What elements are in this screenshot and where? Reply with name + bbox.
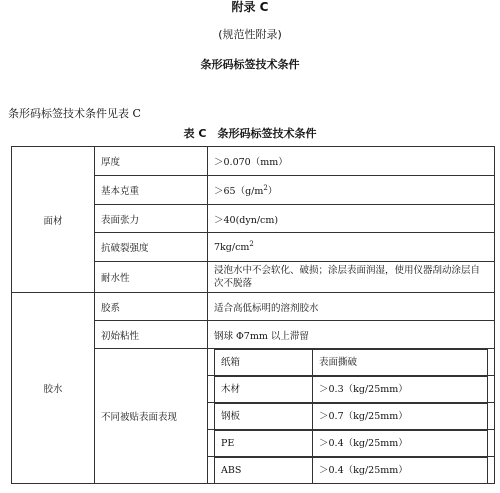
value-superscript: 2 bbox=[263, 183, 268, 192]
property-name: 不同被贴表面表现 bbox=[95, 349, 208, 484]
property-name: 抗破裂强度 bbox=[95, 233, 208, 262]
value-superscript: 2 bbox=[249, 240, 254, 249]
list-item bbox=[208, 430, 494, 457]
document-title: 条形码标签技术条件 bbox=[200, 58, 300, 71]
surface-result: ＞0.4（kg/25mm） bbox=[313, 431, 488, 458]
list-item bbox=[208, 349, 494, 376]
surface-result: ＞0.4（kg/25mm） bbox=[313, 458, 488, 484]
property-name: 厚度 bbox=[95, 147, 208, 176]
property-name: 耐水性 bbox=[95, 262, 208, 293]
intro-text: 条形码标签技术条件见表 C bbox=[8, 107, 141, 120]
appendix-title: 附录 C bbox=[231, 0, 269, 14]
spec-table bbox=[11, 146, 495, 484]
property-value: ＞0.070（mm） bbox=[208, 147, 495, 176]
property-name: 胶系 bbox=[95, 293, 208, 321]
list-item bbox=[208, 457, 494, 483]
value-text: ＞65（g/m bbox=[214, 186, 264, 197]
table-caption: 表 C 条形码标签技术条件 bbox=[183, 127, 317, 140]
surface-result: ＞0.7（kg/25mm） bbox=[313, 404, 488, 431]
property-value bbox=[208, 233, 495, 262]
property-value bbox=[208, 176, 495, 205]
property-value: 钢球 Φ7mm 以上滞留 bbox=[208, 321, 495, 349]
list-item bbox=[208, 376, 494, 403]
surface-material: PE bbox=[215, 431, 313, 458]
surface-material: 纸箱 bbox=[215, 350, 313, 377]
group-adhesive: 胶水 bbox=[12, 293, 95, 484]
value-text: 7kg/cm bbox=[214, 242, 250, 254]
surface-result: ＞0.3（kg/25mm） bbox=[313, 377, 488, 404]
property-name: 基本克重 bbox=[95, 176, 208, 205]
value-text: ） bbox=[267, 186, 278, 197]
list-item bbox=[208, 403, 494, 430]
property-value: 适合高低标明的溶剂胶水 bbox=[208, 293, 495, 321]
table-row bbox=[12, 147, 495, 176]
surface-performance-list bbox=[208, 349, 495, 484]
property-value: ＞40(dyn/cm) bbox=[208, 205, 495, 233]
surface-material: 木材 bbox=[215, 377, 313, 404]
surface-material: 钢板 bbox=[215, 404, 313, 431]
property-value: 浸泡水中不会软化、破损；涂层表面润湿，使用仪器刮动涂层自次不脱落 bbox=[208, 262, 495, 293]
table-row bbox=[12, 293, 495, 321]
property-name: 表面张力 bbox=[95, 205, 208, 233]
appendix-normative-label: (规范性附录) bbox=[218, 28, 282, 41]
surface-result: 表面撕破 bbox=[313, 350, 488, 377]
surface-material: ABS bbox=[215, 458, 313, 484]
group-face-material: 面材 bbox=[12, 147, 95, 293]
property-name: 初始粘性 bbox=[95, 321, 208, 349]
